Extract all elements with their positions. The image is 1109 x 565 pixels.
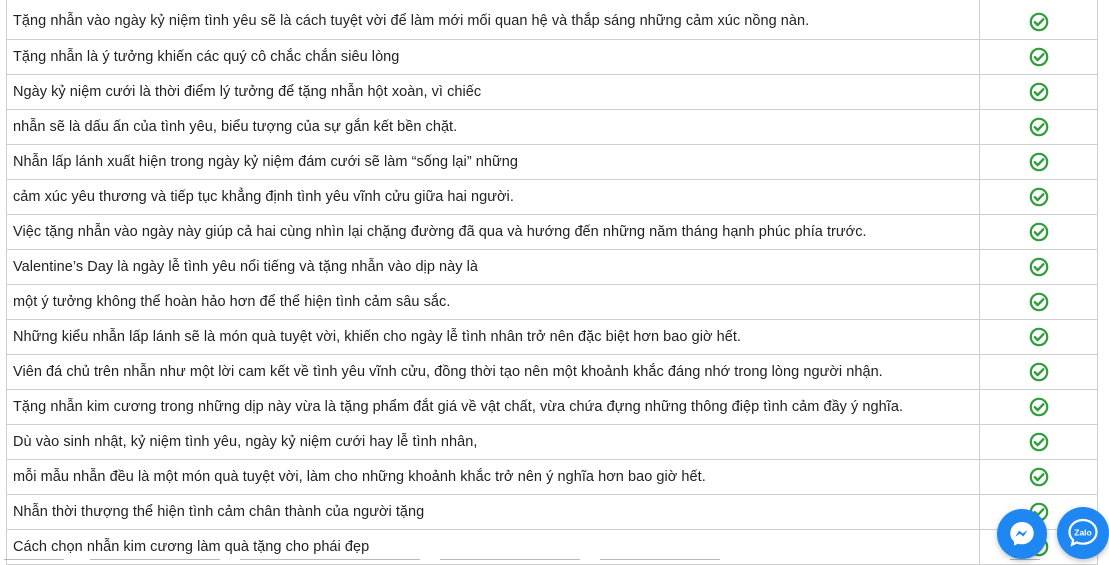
row-text: mỗi mẫu nhẫn đều là một món quà tuyệt vời, làm cho những khoảnh khắc trở nên ý nghĩa hơn bao giờ hết.	[7, 460, 980, 494]
table-row	[7, 425, 1097, 460]
check-circle-icon	[1029, 292, 1049, 312]
table-row	[7, 390, 1097, 425]
check-circle-icon	[1029, 222, 1049, 242]
row-text: Nhẫn thời thượng thể hiện tình cảm chân thành của người tặng	[7, 495, 980, 529]
check-circle-icon	[1029, 82, 1049, 102]
check-cell	[980, 460, 1097, 494]
row-text: Tặng nhẫn vào ngày kỷ niệm tình yêu sẽ là cách tuyệt vời để làm mới mối quan hệ và thắp sáng những cảm xúc nồng nàn.	[7, 0, 980, 39]
table-row	[7, 110, 1097, 145]
check-circle-icon	[1029, 362, 1049, 382]
row-text: Tặng nhẫn là ý tưởng khiến các quý cô chắc chắn siêu lòng	[7, 40, 980, 74]
table-row	[7, 145, 1097, 180]
check-circle-icon	[1029, 47, 1049, 67]
table-row	[7, 180, 1097, 215]
row-text: Dù vào sinh nhật, kỷ niệm tình yêu, ngày kỷ niệm cưới hay lễ tình nhân,	[7, 425, 980, 459]
table-row	[7, 285, 1097, 320]
check-cell	[980, 110, 1097, 144]
check-cell	[980, 180, 1097, 214]
check-circle-icon	[1029, 467, 1049, 487]
check-cell	[980, 425, 1097, 459]
table-row	[7, 215, 1097, 250]
zalo-label: Zalo	[1074, 527, 1092, 538]
table-row	[7, 75, 1097, 110]
check-circle-icon	[1029, 257, 1049, 277]
check-circle-icon	[1029, 327, 1049, 347]
row-text: cảm xúc yêu thương và tiếp tục khẳng định tình yêu vĩnh cửu giữa hai người.	[7, 180, 980, 214]
check-cell	[980, 145, 1097, 179]
table-row	[7, 250, 1097, 285]
check-cell	[980, 215, 1097, 249]
check-cell	[980, 40, 1097, 74]
row-text: một ý tưởng không thể hoàn hảo hơn để thể hiện tình cảm sâu sắc.	[7, 285, 980, 319]
check-cell	[980, 75, 1097, 109]
check-cell	[980, 390, 1097, 424]
check-circle-icon	[1029, 152, 1049, 172]
row-text: nhẫn sẽ là dấu ấn của tình yêu, biểu tượng của sự gắn kết bền chặt.	[7, 110, 980, 144]
row-text: Việc tặng nhẫn vào ngày này giúp cả hai cùng nhìn lại chặng đường đã qua và hướng đến những năm tháng hạnh phúc phía trước.	[7, 215, 980, 249]
content-table	[6, 0, 1098, 565]
clipped-text-line	[0, 557, 1109, 561]
messenger-icon	[1007, 519, 1037, 549]
check-circle-icon	[1029, 117, 1049, 137]
row-text: Những kiểu nhẫn lấp lánh sẽ là món quà tuyệt vời, khiến cho ngày lễ tình nhân trở nên đặc biệt hơn bao giờ hết.	[7, 320, 980, 354]
check-circle-icon	[1029, 187, 1049, 207]
row-text: Viên đá chủ trên nhẫn như một lời cam kết về tình yêu vĩnh cửu, đồng thời tạo nên một khoảnh khắc đáng nhớ trong lòng người nhận.	[7, 355, 980, 389]
row-text: Valentine’s Day là ngày lễ tình yêu nổi tiếng và tặng nhẫn vào dịp này là	[7, 250, 980, 284]
messenger-chat-button[interactable]	[997, 509, 1047, 559]
row-text: Tặng nhẫn kim cương trong những dịp này vừa là tặng phẩm đắt giá về vật chất, vừa chứa đựng những thông điệp tình cảm đầy ý nghĩa.	[7, 390, 980, 424]
zalo-icon	[1066, 516, 1100, 550]
table-row	[7, 460, 1097, 495]
table-row	[7, 320, 1097, 355]
check-circle-icon	[1029, 12, 1049, 32]
check-circle-icon	[1029, 432, 1049, 452]
check-cell	[980, 0, 1097, 39]
table-row	[7, 40, 1097, 75]
check-cell	[980, 285, 1097, 319]
check-cell	[980, 355, 1097, 389]
row-text: Cách chọn nhẫn kim cương làm quà tặng cho phái đẹp	[7, 530, 980, 564]
table-row	[7, 355, 1097, 390]
check-cell	[980, 320, 1097, 354]
row-text: Ngày kỷ niệm cưới là thời điểm lý tưởng để tặng nhẫn hột xoàn, vì chiếc	[7, 75, 980, 109]
row-text: Nhẫn lấp lánh xuất hiện trong ngày kỷ niệm đám cưới sẽ làm “sống lại” những	[7, 145, 980, 179]
check-circle-icon	[1029, 397, 1049, 417]
table-row	[7, 495, 1097, 530]
check-cell	[980, 250, 1097, 284]
table-row	[7, 0, 1097, 40]
zalo-chat-button[interactable]	[1057, 507, 1109, 559]
